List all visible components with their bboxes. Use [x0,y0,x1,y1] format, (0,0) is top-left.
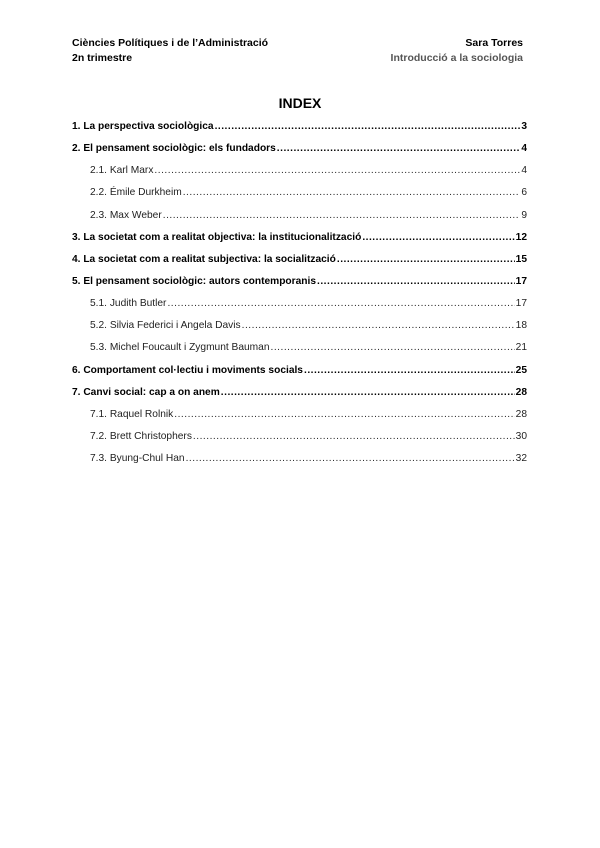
toc-dot-leader [215,121,521,132]
course-name: Ciències Polítiques i de l’Administració [72,37,269,49]
toc-page-number: 28 [515,386,527,398]
toc-entry-label: 5. El pensament sociològic: autors contemporanis [72,275,316,287]
toc-entry-label: 5.2. Silvia Federici i Angela Davis [90,320,241,332]
toc-dot-leader [193,431,515,442]
toc-entry-label: 2. El pensament sociològic: els fundadors [72,143,276,155]
toc-dot-leader [242,320,515,331]
subject-name: Introducció a la sociologia [390,52,523,64]
toc-page-number: 12 [515,231,527,243]
toc-page-number: 17 [515,275,527,287]
toc-chapter-entry[interactable] [72,254,527,276]
toc-entry-label: 4. La societat com a realitat subjectiva: la socialització [72,253,336,265]
toc-page-number: 4 [521,165,527,177]
toc-page-number: 30 [515,430,527,442]
toc-entry-label: 1. La perspectiva sociològica [72,121,214,132]
toc-entry-label: 5.3. Michel Foucault i Zygmunt Bauman [90,342,270,354]
toc-dot-leader [271,342,515,353]
toc-chapter-entry[interactable] [72,121,527,143]
toc-section-entry[interactable] [72,210,527,232]
toc-entry-label: 7.3. Byung-Chul Han [90,453,185,465]
toc-page-number: 25 [515,364,527,376]
toc-section-entry[interactable] [72,453,527,475]
toc-dot-leader [186,453,515,464]
toc-dot-leader [183,187,521,198]
toc-chapter-entry[interactable] [72,232,527,254]
toc-page-number: 4 [521,143,527,155]
toc-entry-label: 5.1. Judith Butler [90,298,167,310]
toc-entry-label: 7. Canvi social: cap a on anem [72,386,220,398]
toc-dot-leader [337,254,515,265]
toc-dot-leader [317,276,515,287]
toc-section-entry[interactable] [72,342,527,364]
toc-chapter-entry[interactable] [72,276,527,298]
toc-dot-leader [221,387,515,398]
toc-entry-label: 7.2. Brett Christophers [90,430,192,442]
toc-section-entry[interactable] [72,409,527,431]
toc-page-number: 3 [521,121,527,132]
toc-entry-label: 6. Comportament col·lectiu i moviments socials [72,364,303,376]
toc-dot-leader [167,298,514,309]
toc-chapter-entry[interactable] [72,387,527,409]
toc-section-entry[interactable] [72,187,527,209]
toc-section-entry[interactable] [72,320,527,342]
header-row-1 [72,36,523,51]
toc-dot-leader [362,232,514,243]
toc-page-number: 21 [515,342,527,354]
toc-entry-label: 2.3. Max Weber [90,209,162,221]
page-title: INDEX [278,95,322,111]
toc-page-number: 17 [515,298,527,310]
toc-entry-label: 7.1. Raquel Rolnik [90,408,174,420]
toc-section-entry[interactable] [72,298,527,320]
author-name: Sara Torres [465,37,523,49]
toc-page-number: 15 [515,253,527,265]
toc-page-number: 28 [515,408,527,420]
header-row-2 [72,51,523,66]
toc-page-number: 32 [515,453,527,465]
toc-page-number: 6 [521,187,527,199]
toc-section-entry[interactable] [72,165,527,187]
toc-page-number: 9 [521,209,527,221]
toc-entry-label: 2.1. Karl Marx [90,165,154,177]
term-label: 2n trimestre [72,52,133,64]
toc-dot-leader [154,165,520,176]
toc-dot-leader [174,409,514,420]
toc-chapter-entry[interactable] [72,365,527,387]
toc-dot-leader [277,143,521,154]
toc-dot-leader [304,365,515,376]
toc-entry-label: 2.2. Émile Durkheim [90,187,182,199]
table-of-contents [72,121,527,475]
toc-chapter-entry[interactable] [72,143,527,165]
toc-dot-leader [163,210,521,221]
toc-page-number: 18 [515,320,527,332]
toc-entry-label: 3. La societat com a realitat objectiva: la institucionalització [72,231,362,243]
page-header [72,36,523,66]
toc-section-entry[interactable] [72,431,527,453]
